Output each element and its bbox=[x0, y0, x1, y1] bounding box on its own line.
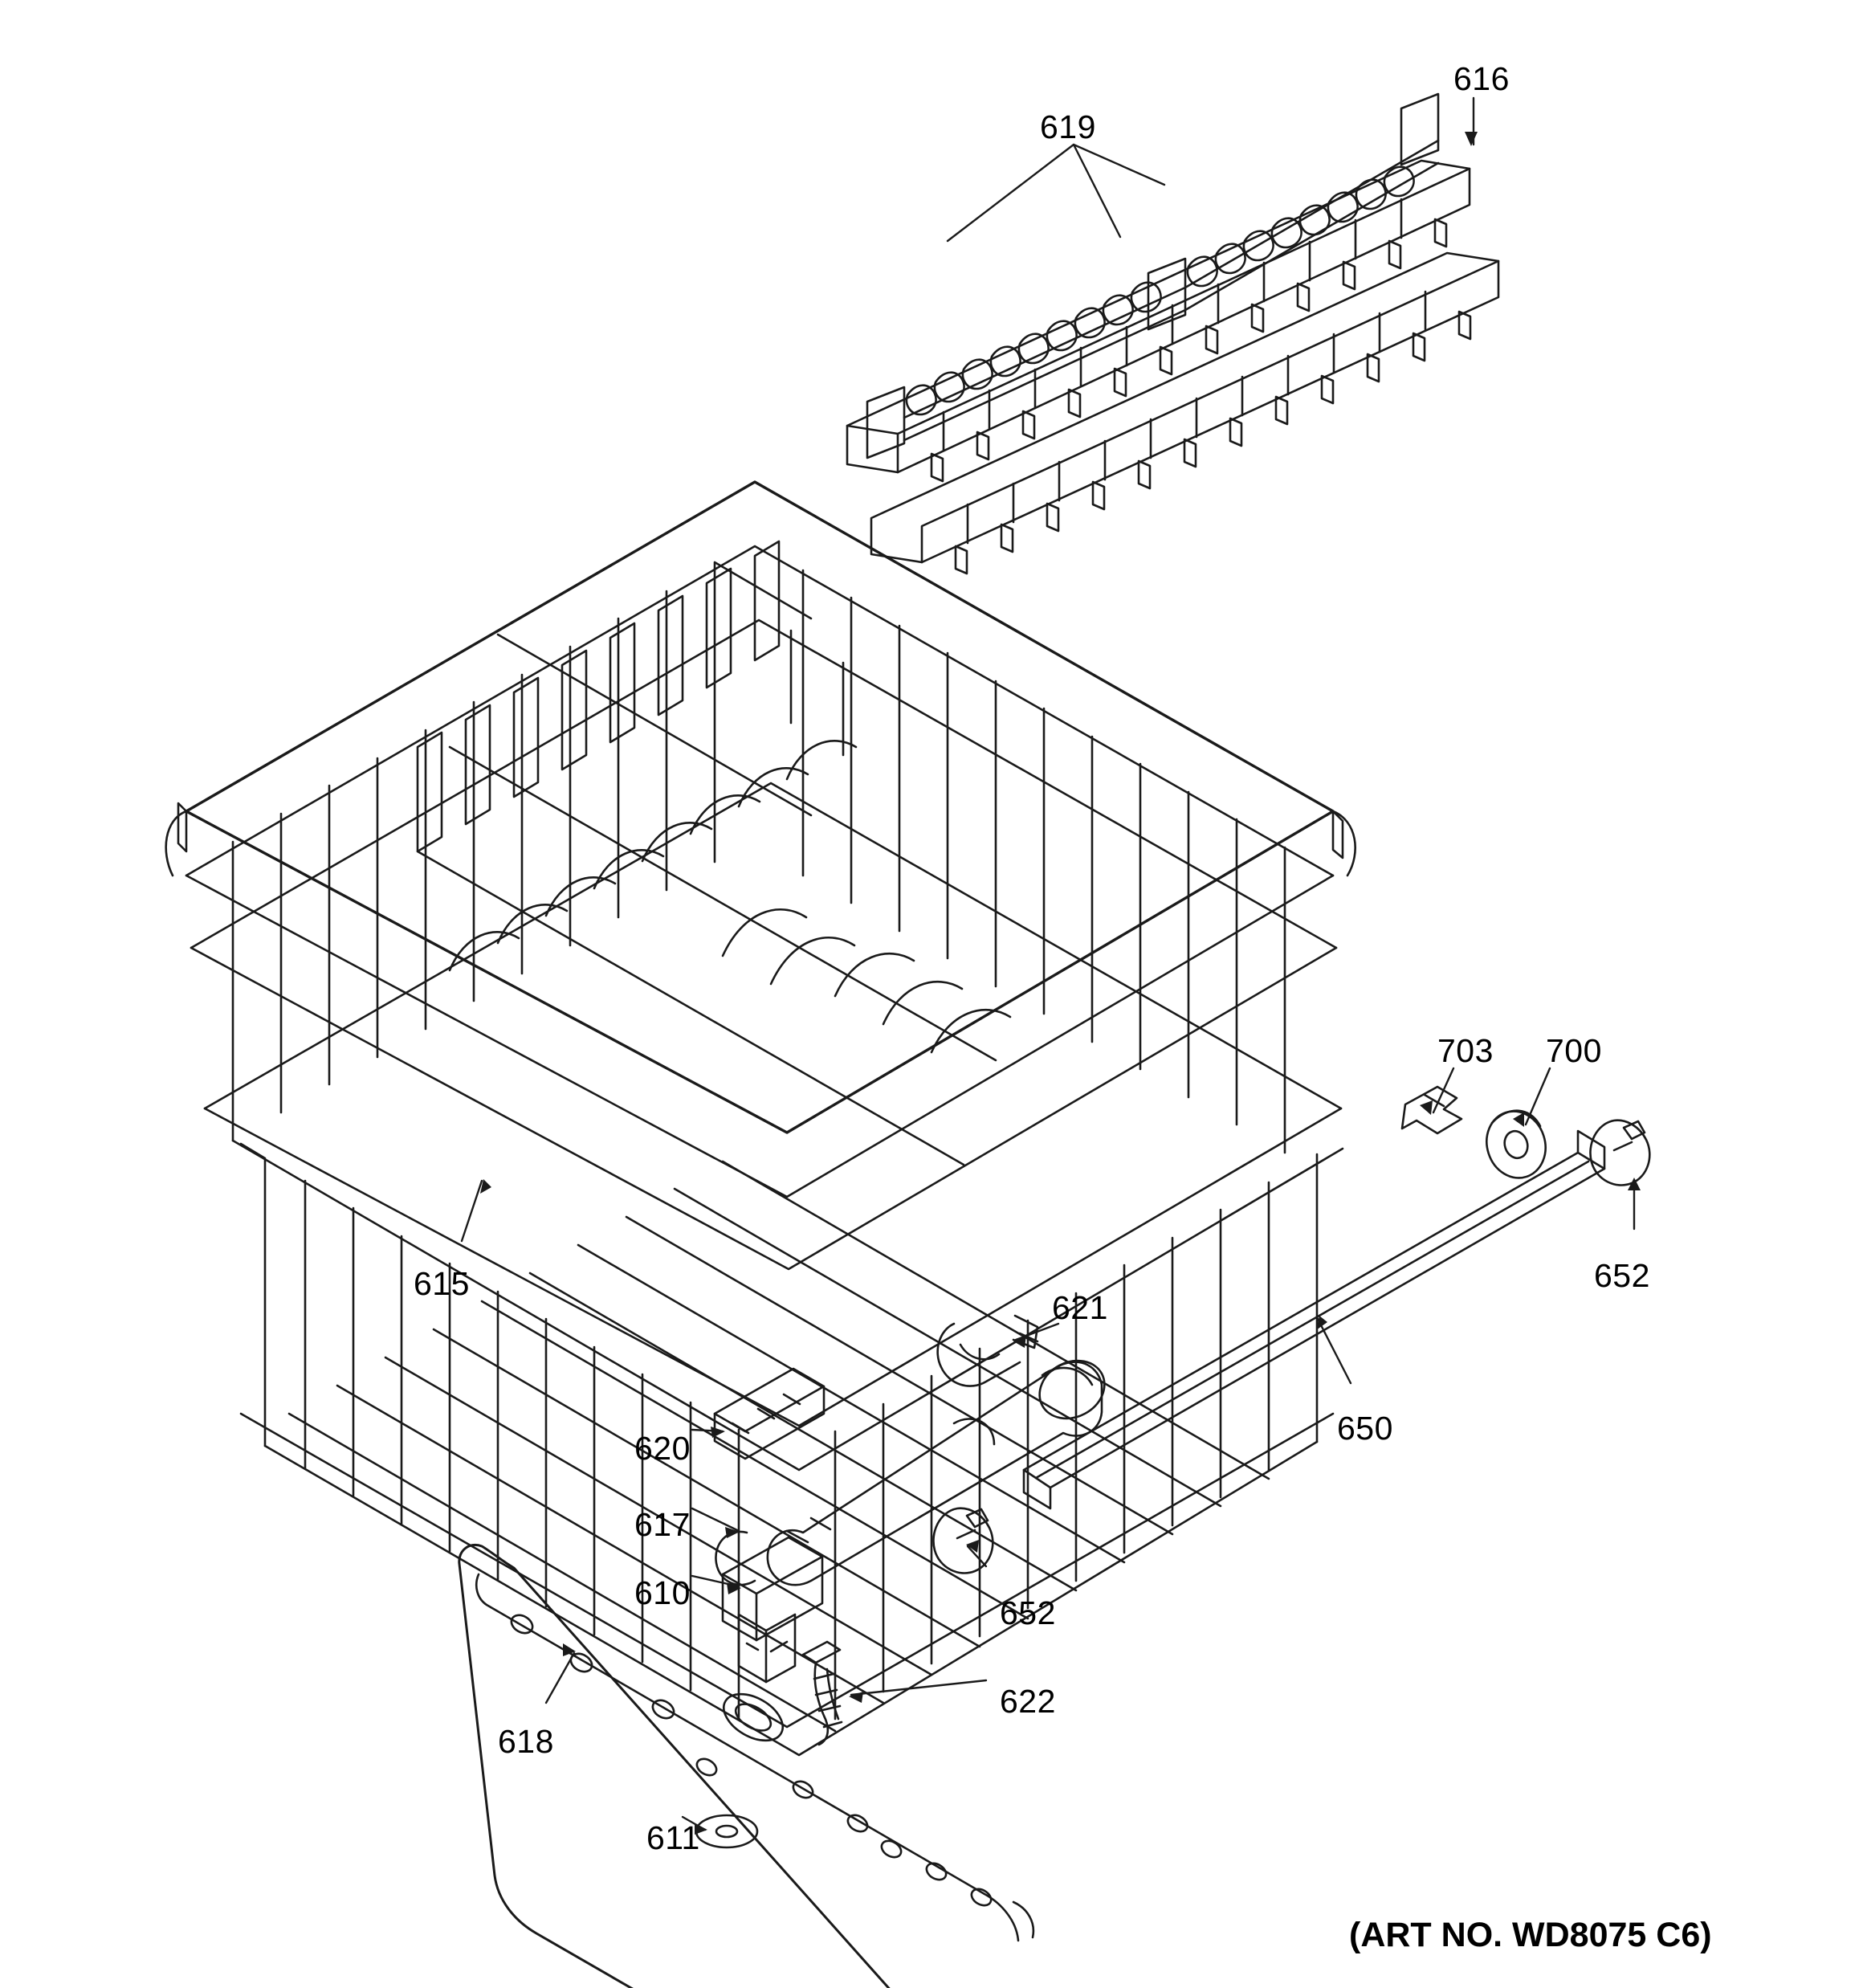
part-650-supply-tube bbox=[1024, 1131, 1604, 1508]
callout-622: 622 bbox=[1000, 1683, 1056, 1720]
leader-lines bbox=[462, 98, 1634, 1830]
callout-610: 610 bbox=[634, 1574, 691, 1611]
callout-615: 615 bbox=[414, 1265, 470, 1302]
part-610-bearing bbox=[723, 1537, 822, 1682]
callout-617: 617 bbox=[634, 1506, 691, 1543]
callout-700: 700 bbox=[1546, 1032, 1602, 1069]
part-703-clip bbox=[1402, 1087, 1461, 1133]
callout-611: 611 bbox=[646, 1819, 700, 1856]
callout-618: 618 bbox=[498, 1723, 554, 1760]
part-615-upper-rack bbox=[166, 482, 1355, 1755]
callout-652-right: 652 bbox=[1594, 1257, 1650, 1294]
callout-652-left: 652 bbox=[1000, 1594, 1056, 1631]
callout-621: 621 bbox=[1052, 1289, 1108, 1326]
callout-650: 650 bbox=[1337, 1410, 1393, 1447]
art-number-label: (ART NO. WD8075 C6) bbox=[1349, 1916, 1712, 1954]
callout-616: 616 bbox=[1453, 60, 1510, 97]
part-652-endcap-right bbox=[1590, 1121, 1649, 1186]
part-616-rack-rail bbox=[847, 161, 1498, 574]
callout-619: 619 bbox=[1040, 108, 1096, 145]
callout-703: 703 bbox=[1437, 1032, 1494, 1069]
callout-620: 620 bbox=[634, 1430, 691, 1467]
part-619-tine-clips bbox=[867, 94, 1438, 458]
